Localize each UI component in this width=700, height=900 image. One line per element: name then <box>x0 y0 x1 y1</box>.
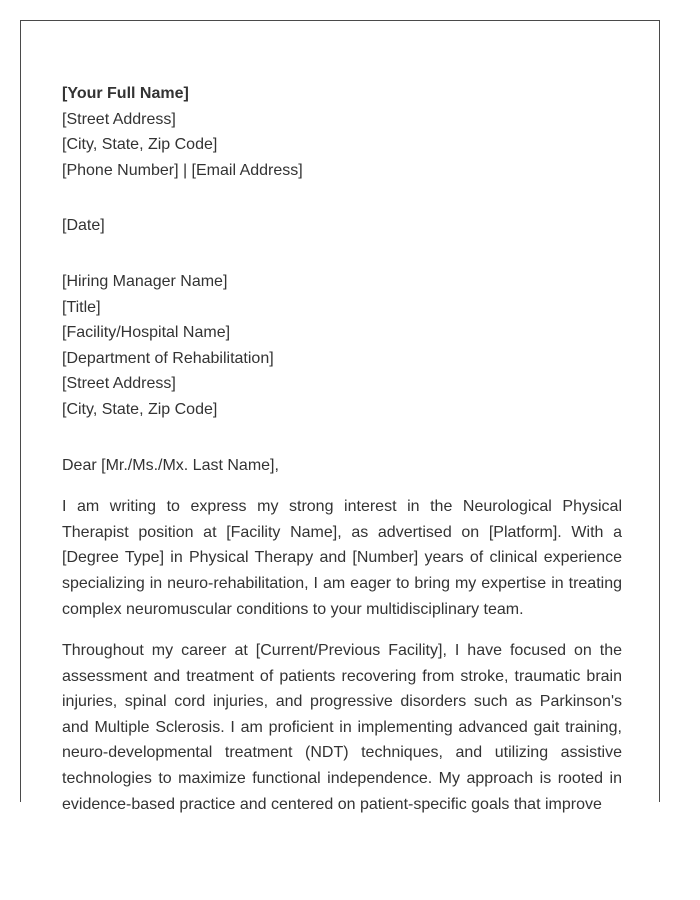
sender-contact: [Phone Number] | [Email Address] <box>62 161 303 179</box>
recipient-city: [City, State, Zip Code] <box>62 400 218 418</box>
spacer <box>62 423 622 453</box>
salutation: Dear [Mr./Ms./Mx. Last Name], <box>62 456 279 474</box>
sender-street: [Street Address] <box>62 110 176 128</box>
letter-content <box>62 81 622 817</box>
letter-date: [Date] <box>62 217 105 235</box>
sender-name: [Your Full Name] <box>62 85 189 102</box>
recipient-facility: [Facility/Hospital Name] <box>62 324 231 342</box>
body-paragraph: I am writing to express my strong interest in the Neurological Physical Therapist position at [Facility Name], as advertised on [Platform]. With a [Degree Type] in Physical Therapy and [Number] years of clinical experience specializing in neuro-rehabilitation, I am eager to bring my expertise in treating complex neuromuscular conditions to your multidisciplinary team. <box>62 498 622 618</box>
recipient-department: [Department of Rehabilitation] <box>62 349 274 367</box>
sender-city: [City, State, Zip Code] <box>62 136 218 154</box>
spacer <box>62 183 622 213</box>
sender-block <box>62 81 622 183</box>
recipient-block <box>62 269 622 423</box>
recipient-title: [Title] <box>62 298 101 316</box>
recipient-manager: [Hiring Manager Name] <box>62 272 228 290</box>
body-paragraph: Throughout my career at [Current/Previous Facility], I have focused on the assessment and treatment of patients recovering from stroke, traumatic brain injuries, spinal cord injuries, and progressive disorders such as Parkinson's and Multiple Sclerosis. I am proficient in implementing advanced gait training, neuro-developmental treatment (NDT) techniques, and utilizing assistive technologies to maximize functional independence. My approach is rooted in evidence-based practice and centered on patient-specific goals that improve <box>62 642 622 813</box>
recipient-street: [Street Address] <box>62 375 176 393</box>
letter-page <box>20 20 660 813</box>
spacer <box>62 239 622 269</box>
